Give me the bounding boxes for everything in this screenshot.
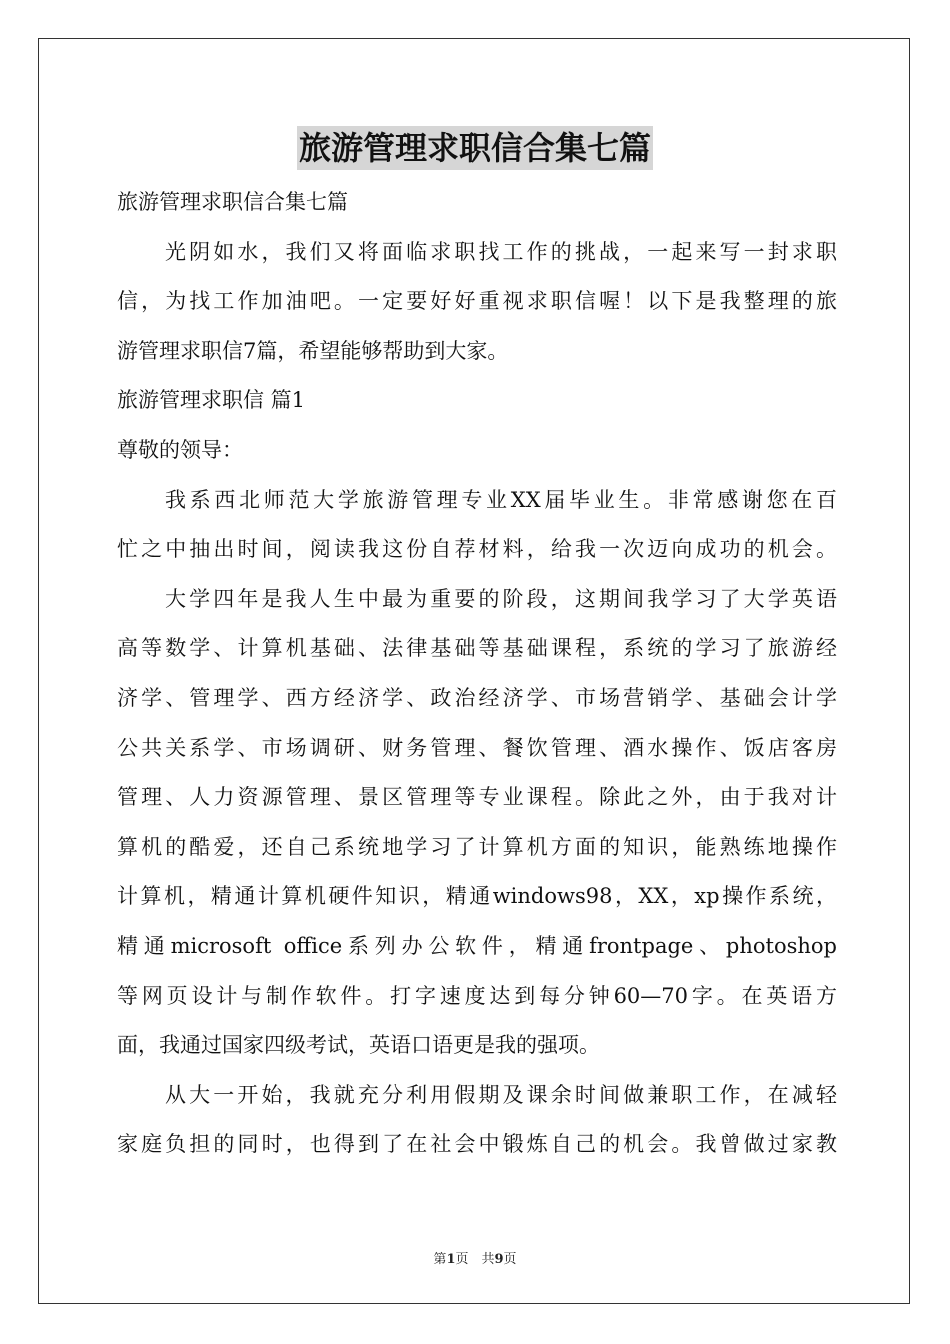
paragraph-line: 高等数学、计算机基础、法律基础等基础课程，系统的学习了旅游经 [117,636,837,661]
page-label-middle: 页 共 [455,1252,495,1267]
paragraph-line: 面，我通过国家四级考试，英语口语更是我的强项。 [117,1033,600,1058]
page-label-prefix: 第 [433,1252,447,1267]
title-container [0,126,950,170]
paragraph-line: 精通microsoft office系列办公软件，精通frontpage、photoshop [117,933,837,958]
paragraph-line: 公共关系学、市场调研、财务管理、餐饮管理、酒水操作、饭店客房 [117,735,837,760]
page-footer [0,1248,950,1267]
total-page-number: 9 [494,1252,504,1267]
paragraph-line: 算机的酷爱，还自己系统地学习了计算机方面的知识，能熟练地操作 [117,834,837,859]
salutation: 尊敬的领导： [117,437,243,462]
paragraph-line: 信，为找工作加油吧。一定要好好重视求职信喔！以下是我整理的旅 [117,289,837,314]
subtitle-line: 旅游管理求职信合集七篇 [117,190,348,214]
paragraph-line: 管理、人力资源管理、景区管理等专业课程。除此之外，由于我对计 [117,785,837,810]
document-body [117,178,837,1170]
paragraph-line: 家庭负担的同时，也得到了在社会中锻炼自己的机会。我曾做过家教 [117,1132,837,1157]
paragraph-line: 计算机，精通计算机硬件知识，精通windows98，XX，xp操作系统， [117,884,837,909]
paragraph-line: 光阴如水，我们又将面临求职找工作的挑战，一起来写一封求职 [165,239,837,264]
paragraph-line: 从大一开始，我就充分利用假期及课余时间做兼职工作，在减轻 [165,1082,837,1107]
page-label-suffix: 页 [503,1252,517,1267]
paragraph-line: 我系西北师范大学旅游管理专业XX届毕业生。非常感谢您在百 [165,487,837,512]
document-title: 旅游管理求职信合集七篇 [297,126,653,170]
current-page-number: 1 [446,1252,456,1267]
paragraph-line: 游管理求职信7篇，希望能够帮助到大家。 [117,338,509,363]
section-heading: 旅游管理求职信 篇1 [117,388,306,413]
paragraph-line: 大学四年是我人生中最为重要的阶段，这期间我学习了大学英语 [165,586,837,611]
paragraph-line: 济学、管理学、西方经济学、政治经济学、市场营销学、基础会计学 [117,685,837,710]
paragraph-line: 等网页设计与制作软件。打字速度达到每分钟60—70字。在英语方 [117,983,837,1008]
paragraph-line: 忙之中抽出时间，阅读我这份自荐材料，给我一次迈向成功的机会。 [117,537,837,562]
